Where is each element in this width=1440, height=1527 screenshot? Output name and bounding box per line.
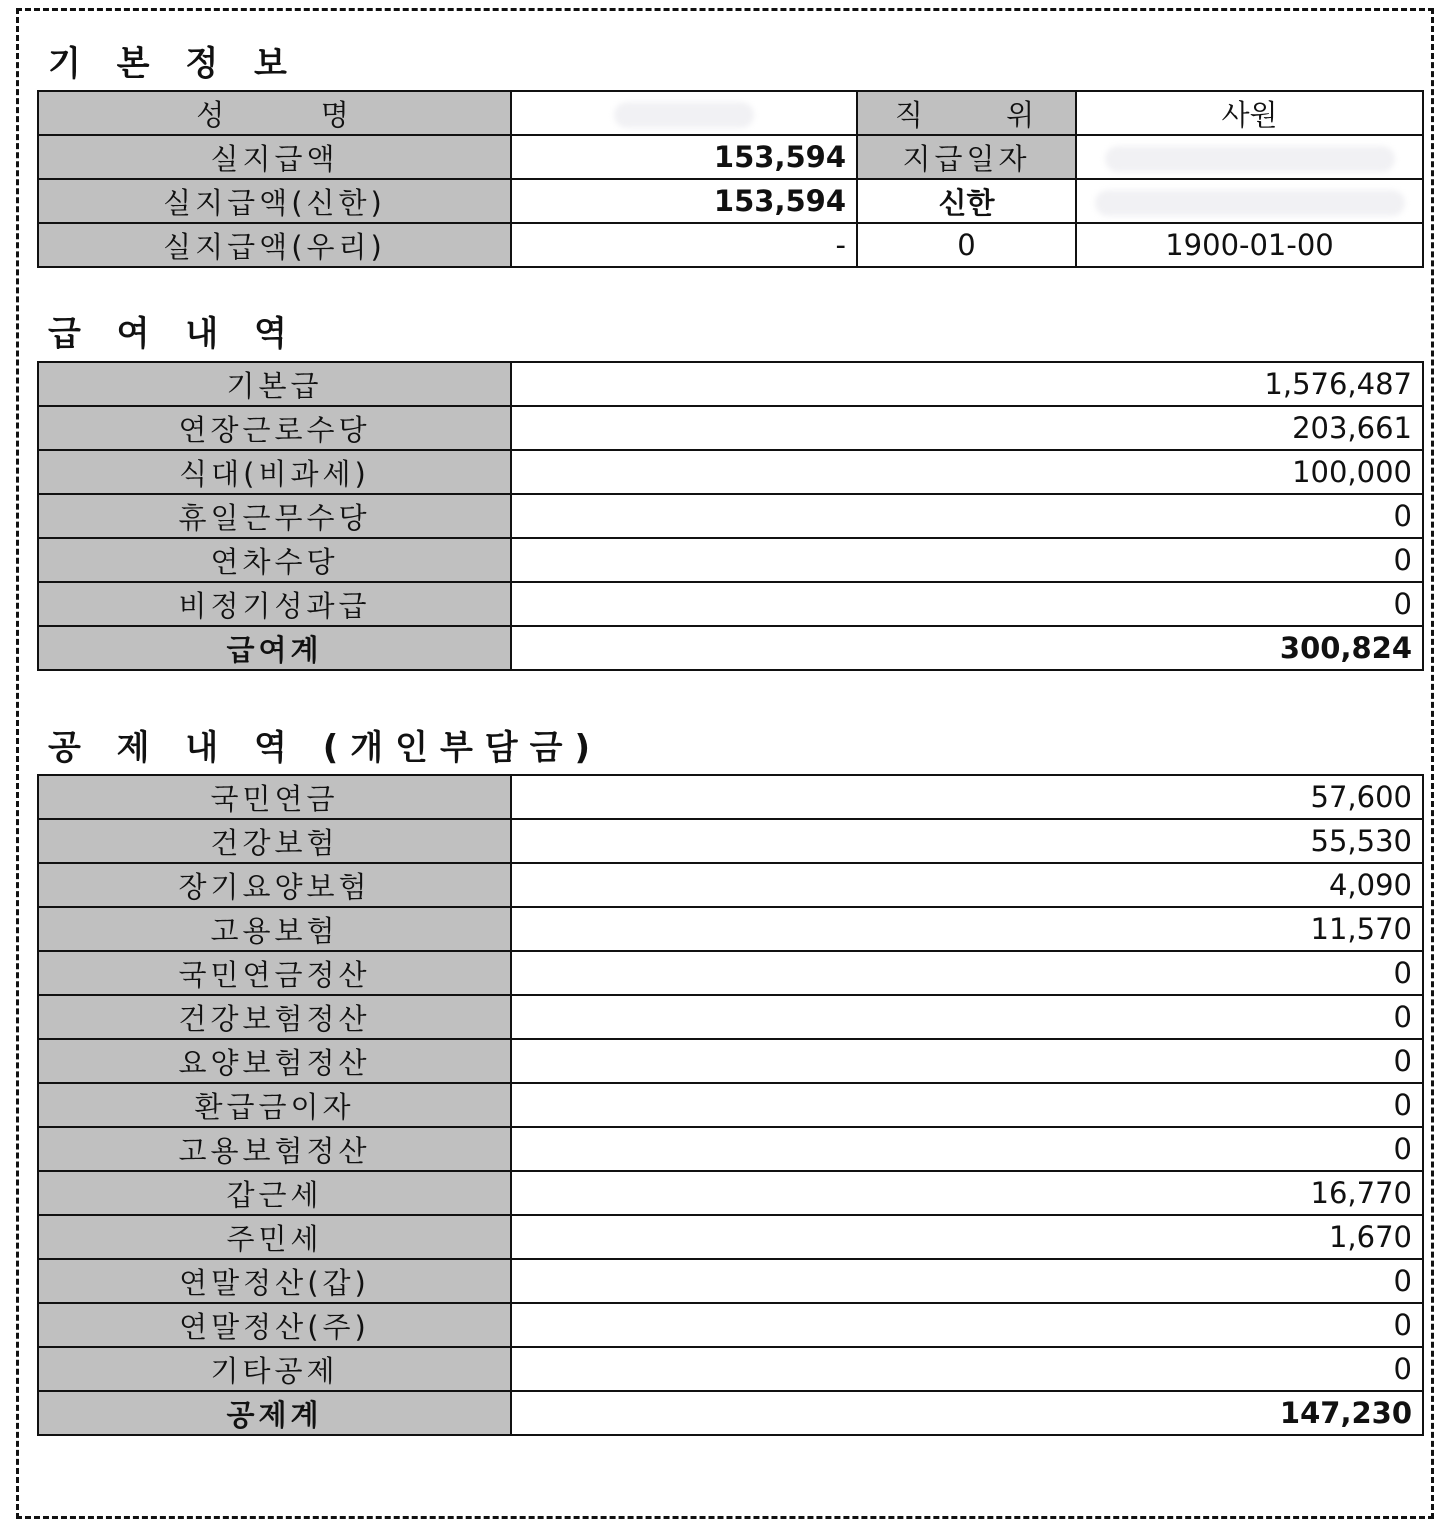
row-label: 국민연금 bbox=[38, 775, 511, 819]
row-label: 갑근세 bbox=[38, 1171, 511, 1215]
table-row bbox=[38, 1127, 1423, 1171]
deductions-title: 공 제 내 역 (개인부담금) bbox=[48, 728, 603, 768]
table-row bbox=[38, 1171, 1423, 1215]
row-label: 기본급 bbox=[38, 362, 511, 406]
row-value: 0 bbox=[511, 1083, 1423, 1127]
table-row bbox=[38, 1215, 1423, 1259]
pay-total-row bbox=[38, 626, 1423, 670]
table-row bbox=[38, 179, 1423, 223]
row-label: 연장근로수당 bbox=[38, 406, 511, 450]
pay-total-label: 급여계 bbox=[38, 626, 511, 670]
woori-bank-value: 0 bbox=[857, 223, 1076, 267]
row-value: 100,000 bbox=[511, 450, 1423, 494]
table-row bbox=[38, 951, 1423, 995]
net-pay-woori-label: 실지급액(우리) bbox=[38, 223, 511, 267]
row-label: 국민연금정산 bbox=[38, 951, 511, 995]
table-row bbox=[38, 995, 1423, 1039]
pay-details-title: 급 여 내 역 bbox=[48, 314, 299, 354]
row-value: 55,530 bbox=[511, 819, 1423, 863]
position-value: 사원 bbox=[1076, 91, 1423, 135]
row-value: 0 bbox=[511, 1039, 1423, 1083]
row-label: 장기요양보험 bbox=[38, 863, 511, 907]
table-row bbox=[38, 223, 1423, 267]
table-row bbox=[38, 1039, 1423, 1083]
woori-date-value: 1900-01-00 bbox=[1076, 223, 1423, 267]
row-value: 4,090 bbox=[511, 863, 1423, 907]
row-label: 고용보험정산 bbox=[38, 1127, 511, 1171]
row-label: 기타공제 bbox=[38, 1347, 511, 1391]
name-label: 성 명 bbox=[38, 91, 511, 135]
table-row bbox=[38, 494, 1423, 538]
table-row bbox=[38, 91, 1423, 135]
row-label: 연말정산(갑) bbox=[38, 1259, 511, 1303]
net-pay-value: 153,594 bbox=[511, 135, 857, 179]
row-label: 환급금이자 bbox=[38, 1083, 511, 1127]
row-value: 11,570 bbox=[511, 907, 1423, 951]
row-label: 요양보험정산 bbox=[38, 1039, 511, 1083]
table-row bbox=[38, 1347, 1423, 1391]
row-value: 1,670 bbox=[511, 1215, 1423, 1259]
row-value: 0 bbox=[511, 494, 1423, 538]
deductions-table bbox=[37, 774, 1424, 1436]
row-value: 0 bbox=[511, 1347, 1423, 1391]
table-row bbox=[38, 863, 1423, 907]
name-value-redacted bbox=[511, 91, 857, 135]
row-label: 휴일근무수당 bbox=[38, 494, 511, 538]
row-value: 16,770 bbox=[511, 1171, 1423, 1215]
table-row bbox=[38, 1259, 1423, 1303]
table-row bbox=[38, 362, 1423, 406]
pay-date-value-redacted bbox=[1076, 135, 1423, 179]
basic-info-table bbox=[37, 90, 1424, 268]
row-value: 0 bbox=[511, 1259, 1423, 1303]
deduction-total-row bbox=[38, 1391, 1423, 1435]
row-value: 0 bbox=[511, 1303, 1423, 1347]
table-row bbox=[38, 1303, 1423, 1347]
table-row bbox=[38, 538, 1423, 582]
row-label: 건강보험정산 bbox=[38, 995, 511, 1039]
pay-total-value: 300,824 bbox=[511, 626, 1423, 670]
deduction-total-value: 147,230 bbox=[511, 1391, 1423, 1435]
deduction-total-label: 공제계 bbox=[38, 1391, 511, 1435]
net-pay-shinhan-label: 실지급액(신한) bbox=[38, 179, 511, 223]
row-value: 0 bbox=[511, 951, 1423, 995]
row-label: 연차수당 bbox=[38, 538, 511, 582]
pay-date-label: 지급일자 bbox=[857, 135, 1076, 179]
row-value: 0 bbox=[511, 582, 1423, 626]
position-label: 직 위 bbox=[857, 91, 1076, 135]
table-row bbox=[38, 582, 1423, 626]
row-value: 1,576,487 bbox=[511, 362, 1423, 406]
table-row bbox=[38, 907, 1423, 951]
net-pay-shinhan-value: 153,594 bbox=[511, 179, 857, 223]
table-row bbox=[38, 406, 1423, 450]
table-row bbox=[38, 1083, 1423, 1127]
row-label: 고용보험 bbox=[38, 907, 511, 951]
pay-details-table bbox=[37, 361, 1424, 671]
basic-info-title: 기 본 정 보 bbox=[48, 44, 299, 84]
row-value: 0 bbox=[511, 1127, 1423, 1171]
row-label: 건강보험 bbox=[38, 819, 511, 863]
row-value: 0 bbox=[511, 538, 1423, 582]
table-row bbox=[38, 775, 1423, 819]
row-value: 203,661 bbox=[511, 406, 1423, 450]
row-label: 비정기성과급 bbox=[38, 582, 511, 626]
table-row bbox=[38, 819, 1423, 863]
row-label: 식대(비과세) bbox=[38, 450, 511, 494]
row-value: 0 bbox=[511, 995, 1423, 1039]
row-value: 57,600 bbox=[511, 775, 1423, 819]
shinhan-account-redacted bbox=[1076, 179, 1423, 223]
row-label: 주민세 bbox=[38, 1215, 511, 1259]
row-label: 연말정산(주) bbox=[38, 1303, 511, 1347]
shinhan-bank-label: 신한 bbox=[857, 179, 1076, 223]
table-row bbox=[38, 450, 1423, 494]
net-pay-label: 실지급액 bbox=[38, 135, 511, 179]
net-pay-woori-value: - bbox=[511, 223, 857, 267]
table-row bbox=[38, 135, 1423, 179]
